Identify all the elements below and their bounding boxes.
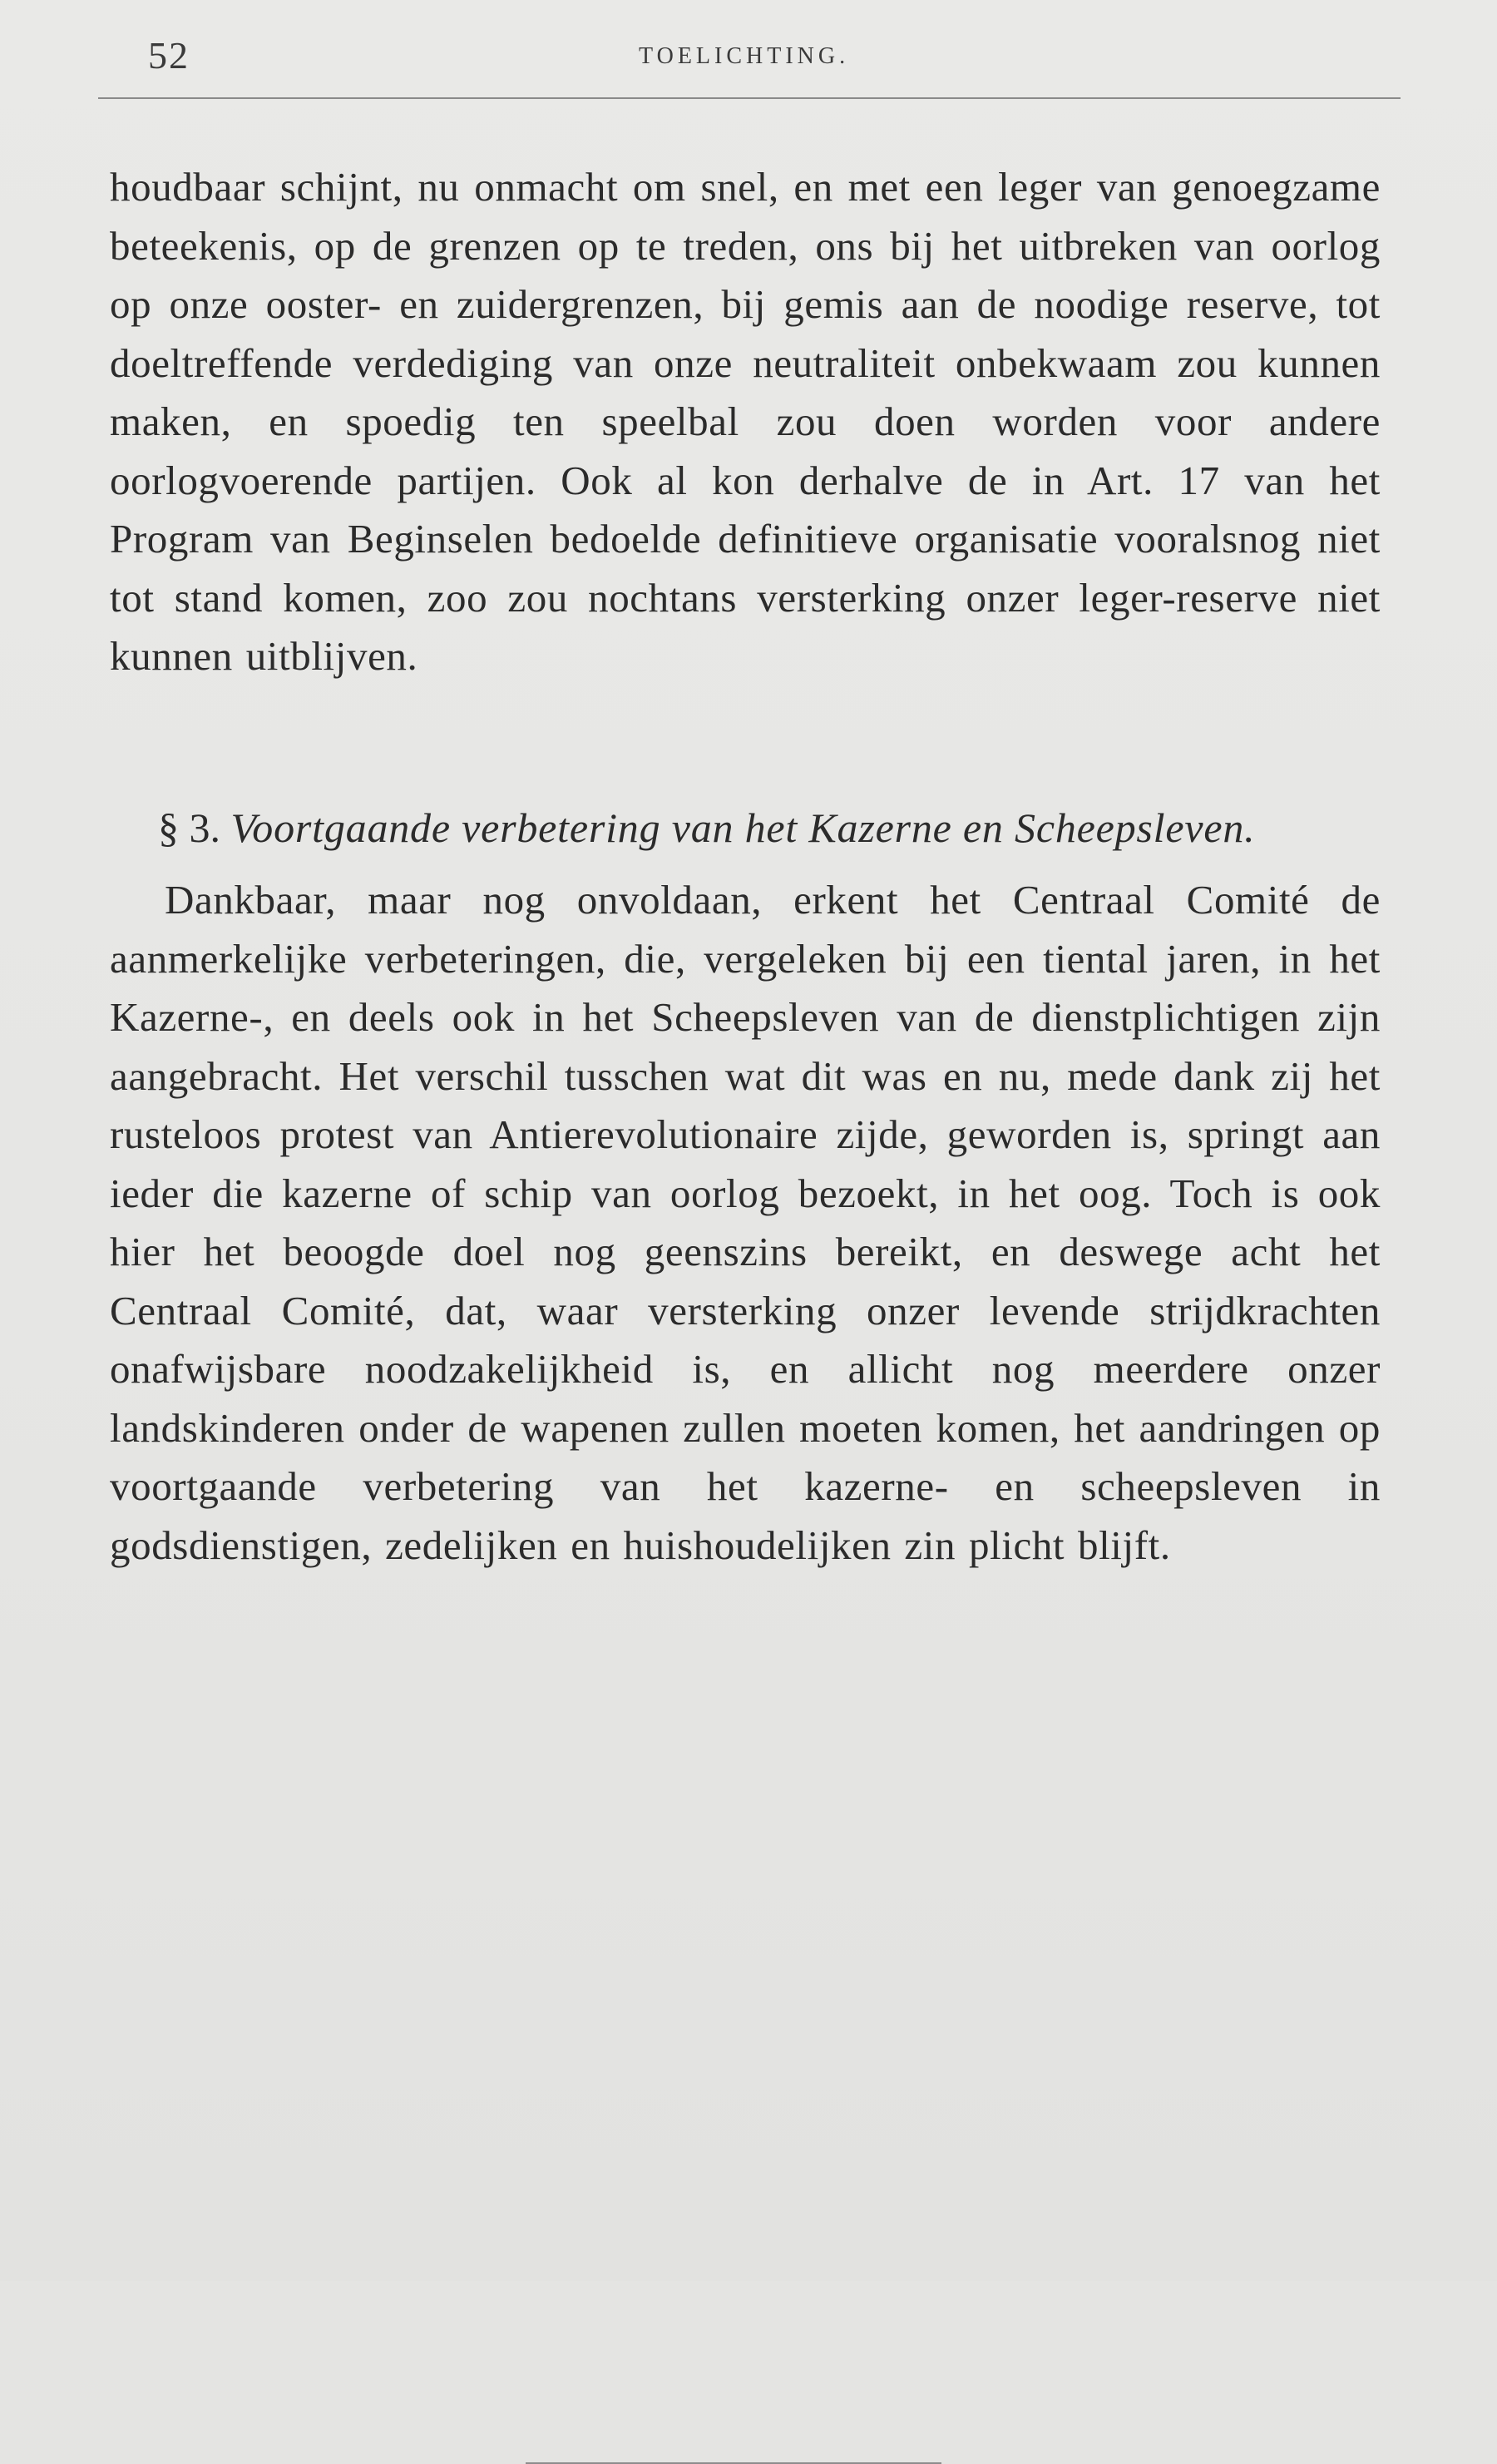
paragraph-1: houdbaar schijnt, nu onmacht om snel, en met een leger van genoegzame beteekenis, op de grenzen op te treden, ons bij het uitbreken van oorlog op onze ooster- en zuidergrenzen, bij gemis aan de noodige reserve, tot doeltreffende verdediging van onze neutraliteit onbekwaam zou kunnen maken, en spoedig ten speelbal zou doen worden voor andere oorlogvoerende partijen. Ook al kon derhalve de in Art. 17 van het Program van Beginselen bedoelde definitieve organisatie vooralsnog niet tot stand komen, zoo zou nochtans versterking onzer leger-reserve niet kunnen uitblijven.: [110, 164, 1381, 679]
section-title: Voortgaande verbetering van het Kazerne en Scheepsleven.: [230, 804, 1256, 851]
section-number: § 3.: [158, 804, 220, 851]
page-header: [148, 33, 1396, 83]
running-head: TOELICHTING.: [639, 43, 850, 69]
header-rule: [98, 97, 1401, 99]
page-number: 52: [148, 34, 190, 77]
paragraph-2: Dankbaar, maar nog onvoldaan, erkent het Centraal Comité de aanmerkelijke verbeteringen, die, vergeleken bij een tiental jaren, in het Kazerne-, en deels ook in het Scheepsleven van de dienstplichtigen zijn aangebracht. Het verschil tusschen wat dit was en nu, mede dank zij het rusteloos protest van Antierevolutionaire zijde, geworden is, springt aan ieder die kazerne of schip van oorlog bezoekt, in het oog. Toch is ook hier het beoogde doel nog geenszins bereikt, en deswege acht het Centraal Comité, dat, waar versterking onzer levende strijdkrachten onafwijsbare noodzakelijkheid is, en allicht nog meerdere onzer landskinderen onder de wapenen zullen moeten komen, het aandringen op voortgaande verbetering van het kazerne- en scheepsleven in godsdienstigen, zedelijken en huishoudelijken zin plicht blijft.: [110, 877, 1381, 1568]
section-heading: [158, 799, 1389, 857]
